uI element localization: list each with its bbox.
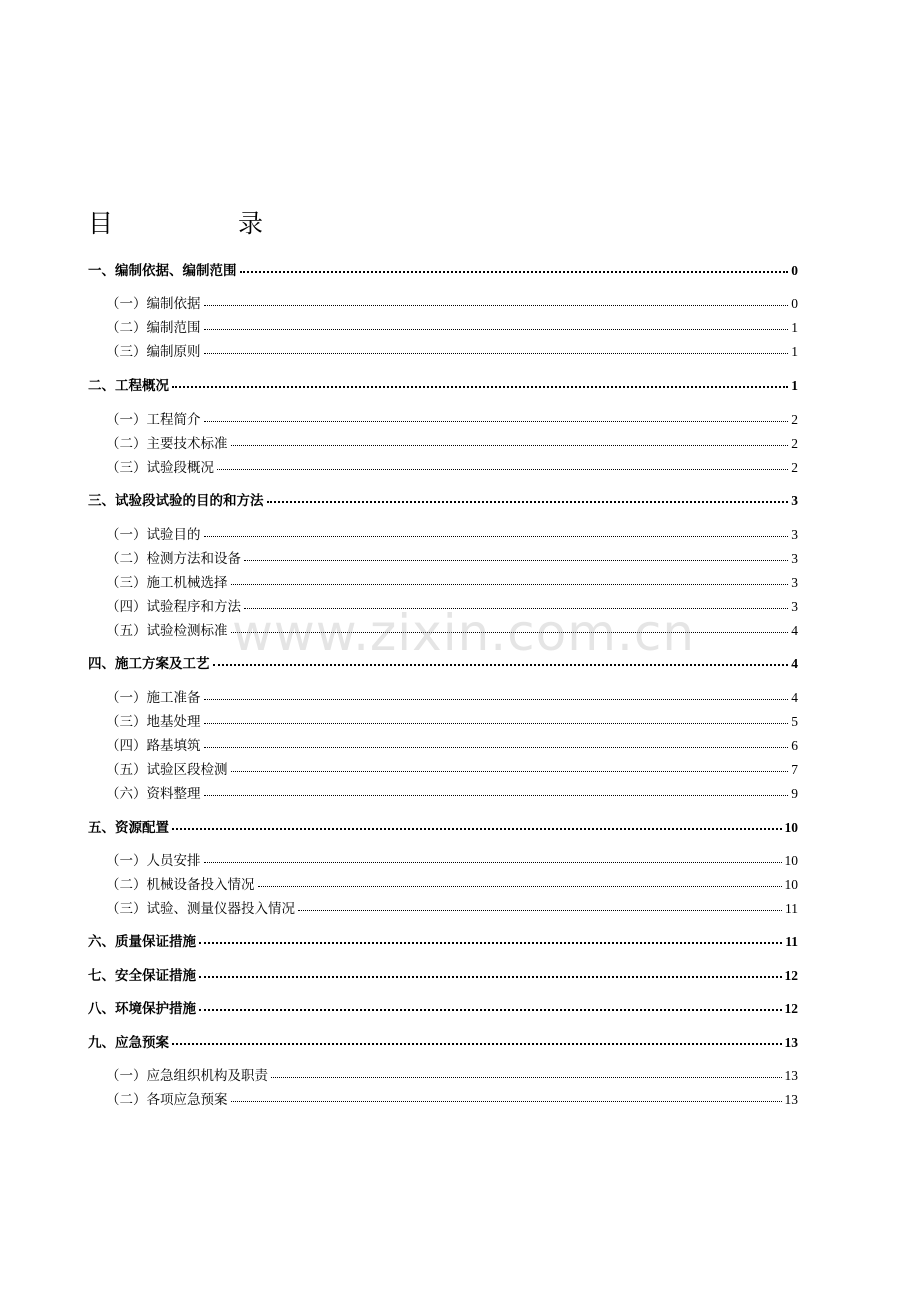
toc-dot-leader	[271, 1077, 782, 1078]
toc-dot-leader	[204, 353, 789, 354]
toc-dot-leader	[231, 584, 789, 585]
toc-section-entry[interactable]	[88, 686, 798, 706]
toc-entry-label: 六、质量保证措施	[88, 934, 196, 950]
toc-page-number: 11	[785, 901, 798, 916]
toc-page-number: 1	[791, 320, 798, 335]
toc-page-number: 13	[784, 1068, 798, 1083]
toc-page-number: 7	[791, 762, 798, 777]
toc-dot-leader	[204, 723, 789, 724]
toc-dot-leader	[267, 501, 789, 503]
toc-entry-label: （一）编制依据	[106, 296, 201, 312]
toc-dot-leader	[231, 445, 789, 446]
toc-section-entry[interactable]	[88, 734, 798, 754]
toc-entry-label: （一）工程简介	[106, 412, 201, 428]
toc-dot-leader	[213, 664, 789, 666]
toc-dot-leader	[199, 976, 782, 978]
toc-dot-leader	[217, 469, 788, 470]
toc-section-entry[interactable]	[88, 758, 798, 778]
toc-entry-label: 五、资源配置	[88, 820, 169, 836]
toc-entry-label: （三）编制原则	[106, 344, 201, 360]
toc-section-entry[interactable]	[88, 595, 798, 615]
toc-entry-label: （二）检测方法和设备	[106, 551, 241, 567]
toc-entry-label: （二）主要技术标准	[106, 436, 228, 452]
toc-section-entry[interactable]	[88, 873, 798, 893]
toc-section-entry[interactable]	[88, 340, 798, 360]
toc-section-entry[interactable]	[88, 523, 798, 543]
toc-chapter-entry[interactable]	[88, 964, 798, 984]
toc-dot-leader	[172, 828, 782, 830]
toc-dot-leader	[204, 305, 789, 306]
toc-chapter-entry[interactable]	[88, 489, 798, 509]
toc-entry-label: （三）施工机械选择	[106, 575, 228, 591]
toc-dot-leader	[204, 329, 789, 330]
toc-entry-label: （六）资料整理	[106, 786, 201, 802]
toc-dot-leader	[244, 608, 788, 609]
toc-section-entry[interactable]	[88, 456, 798, 476]
toc-dot-leader	[204, 421, 789, 422]
toc-dot-leader	[258, 886, 782, 887]
toc-dot-leader	[204, 747, 789, 748]
toc-chapter-entry[interactable]	[88, 652, 798, 672]
toc-entry-label: （三）地基处理	[106, 714, 201, 730]
toc-dot-leader	[298, 910, 782, 911]
toc-entry-label: （五）试验检测标准	[106, 623, 228, 639]
toc-page-number: 10	[784, 853, 798, 868]
toc-section-entry[interactable]	[88, 710, 798, 730]
toc-dot-leader	[172, 1043, 782, 1045]
toc-entry-label: （四）试验程序和方法	[106, 599, 241, 615]
toc-page-number: 12	[784, 1001, 798, 1016]
toc-entry-label: （四）路基填筑	[106, 738, 201, 754]
toc-section-entry[interactable]	[88, 292, 798, 312]
toc-dot-leader	[204, 536, 789, 537]
toc-section-entry[interactable]	[88, 432, 798, 452]
toc-entry-label: 八、环境保护措施	[88, 1001, 196, 1017]
toc-chapter-entry[interactable]	[88, 1031, 798, 1051]
toc-section-entry[interactable]	[88, 1088, 798, 1108]
toc-page-number: 3	[791, 575, 798, 590]
toc-dot-leader	[231, 632, 789, 633]
toc-page-number: 13	[784, 1092, 798, 1107]
toc-chapter-entry[interactable]	[88, 997, 798, 1017]
toc-section-entry[interactable]	[88, 1064, 798, 1084]
toc-entry-label: （二）编制范围	[106, 320, 201, 336]
toc-page-number: 2	[791, 412, 798, 427]
toc-title-char-1: 目	[88, 209, 114, 238]
toc-dot-leader	[244, 560, 788, 561]
toc-dot-leader	[204, 862, 782, 863]
toc-page-number: 9	[791, 786, 798, 801]
toc-page-number: 4	[791, 690, 798, 705]
toc-entry-label: 一、编制依据、编制范围	[88, 263, 237, 279]
toc-page-number: 4	[791, 656, 798, 671]
toc-entry-label: 七、安全保证措施	[88, 968, 196, 984]
toc-section-entry[interactable]	[88, 782, 798, 802]
toc-page-number: 1	[791, 378, 798, 393]
toc-entry-label: 三、试验段试验的目的和方法	[88, 493, 264, 509]
toc-page-number: 12	[784, 968, 798, 983]
toc-dot-leader	[231, 1101, 782, 1102]
toc-entry-label: （一）人员安排	[106, 853, 201, 869]
toc-section-entry[interactable]	[88, 547, 798, 567]
toc-page-number: 3	[791, 599, 798, 614]
toc-page-number: 0	[791, 296, 798, 311]
toc-dot-leader	[240, 271, 789, 273]
toc-section-entry[interactable]	[88, 619, 798, 639]
watermark: www.zixin.com.cn	[232, 604, 696, 662]
toc-dot-leader	[199, 942, 782, 944]
toc-dot-leader	[172, 386, 788, 388]
table-of-contents	[88, 0, 798, 1302]
toc-dot-leader	[204, 795, 789, 796]
toc-entry-label: （一）应急组织机构及职责	[106, 1068, 268, 1084]
toc-page-number: 2	[791, 436, 798, 451]
toc-section-entry[interactable]	[88, 571, 798, 591]
toc-dot-leader	[231, 771, 789, 772]
toc-entry-label: （三）试验、测量仪器投入情况	[106, 901, 295, 917]
toc-entry-label: （一）试验目的	[106, 527, 201, 543]
toc-page-number: 3	[791, 527, 798, 542]
toc-section-entry[interactable]	[88, 408, 798, 428]
toc-page-number: 5	[791, 714, 798, 729]
toc-chapter-entry[interactable]	[88, 259, 798, 279]
toc-entry-label: 二、工程概况	[88, 378, 169, 394]
toc-chapter-entry[interactable]	[88, 816, 798, 836]
toc-page-number: 10	[784, 877, 798, 892]
toc-entry-label: （二）机械设备投入情况	[106, 877, 255, 893]
toc-page-number: 6	[791, 738, 798, 753]
toc-section-entry[interactable]	[88, 849, 798, 869]
toc-page-number: 2	[791, 460, 798, 475]
toc-page-number: 3	[791, 551, 798, 566]
toc-page-number: 1	[791, 344, 798, 359]
toc-entry-label: 九、应急预案	[88, 1035, 169, 1051]
toc-section-entry[interactable]	[88, 316, 798, 336]
toc-chapter-entry[interactable]	[88, 930, 798, 950]
toc-section-entry[interactable]	[88, 897, 798, 917]
toc-title-char-2: 录	[238, 209, 264, 238]
toc-entry-label: （五）试验区段检测	[106, 762, 228, 778]
toc-entry-label: （一）施工准备	[106, 690, 201, 706]
toc-page-number: 11	[785, 934, 798, 949]
toc-entry-label: （三）试验段概况	[106, 460, 214, 476]
toc-page-number: 10	[784, 820, 798, 835]
toc-page-number: 3	[791, 493, 798, 508]
toc-page-number: 13	[784, 1035, 798, 1050]
toc-dot-leader	[204, 699, 789, 700]
toc-chapter-entry[interactable]	[88, 374, 798, 394]
toc-page-number: 4	[791, 623, 798, 638]
toc-entry-label: 四、施工方案及工艺	[88, 656, 210, 672]
toc-page-number: 0	[791, 263, 798, 278]
toc-dot-leader	[199, 1009, 782, 1011]
toc-entry-label: （二）各项应急预案	[106, 1092, 228, 1108]
